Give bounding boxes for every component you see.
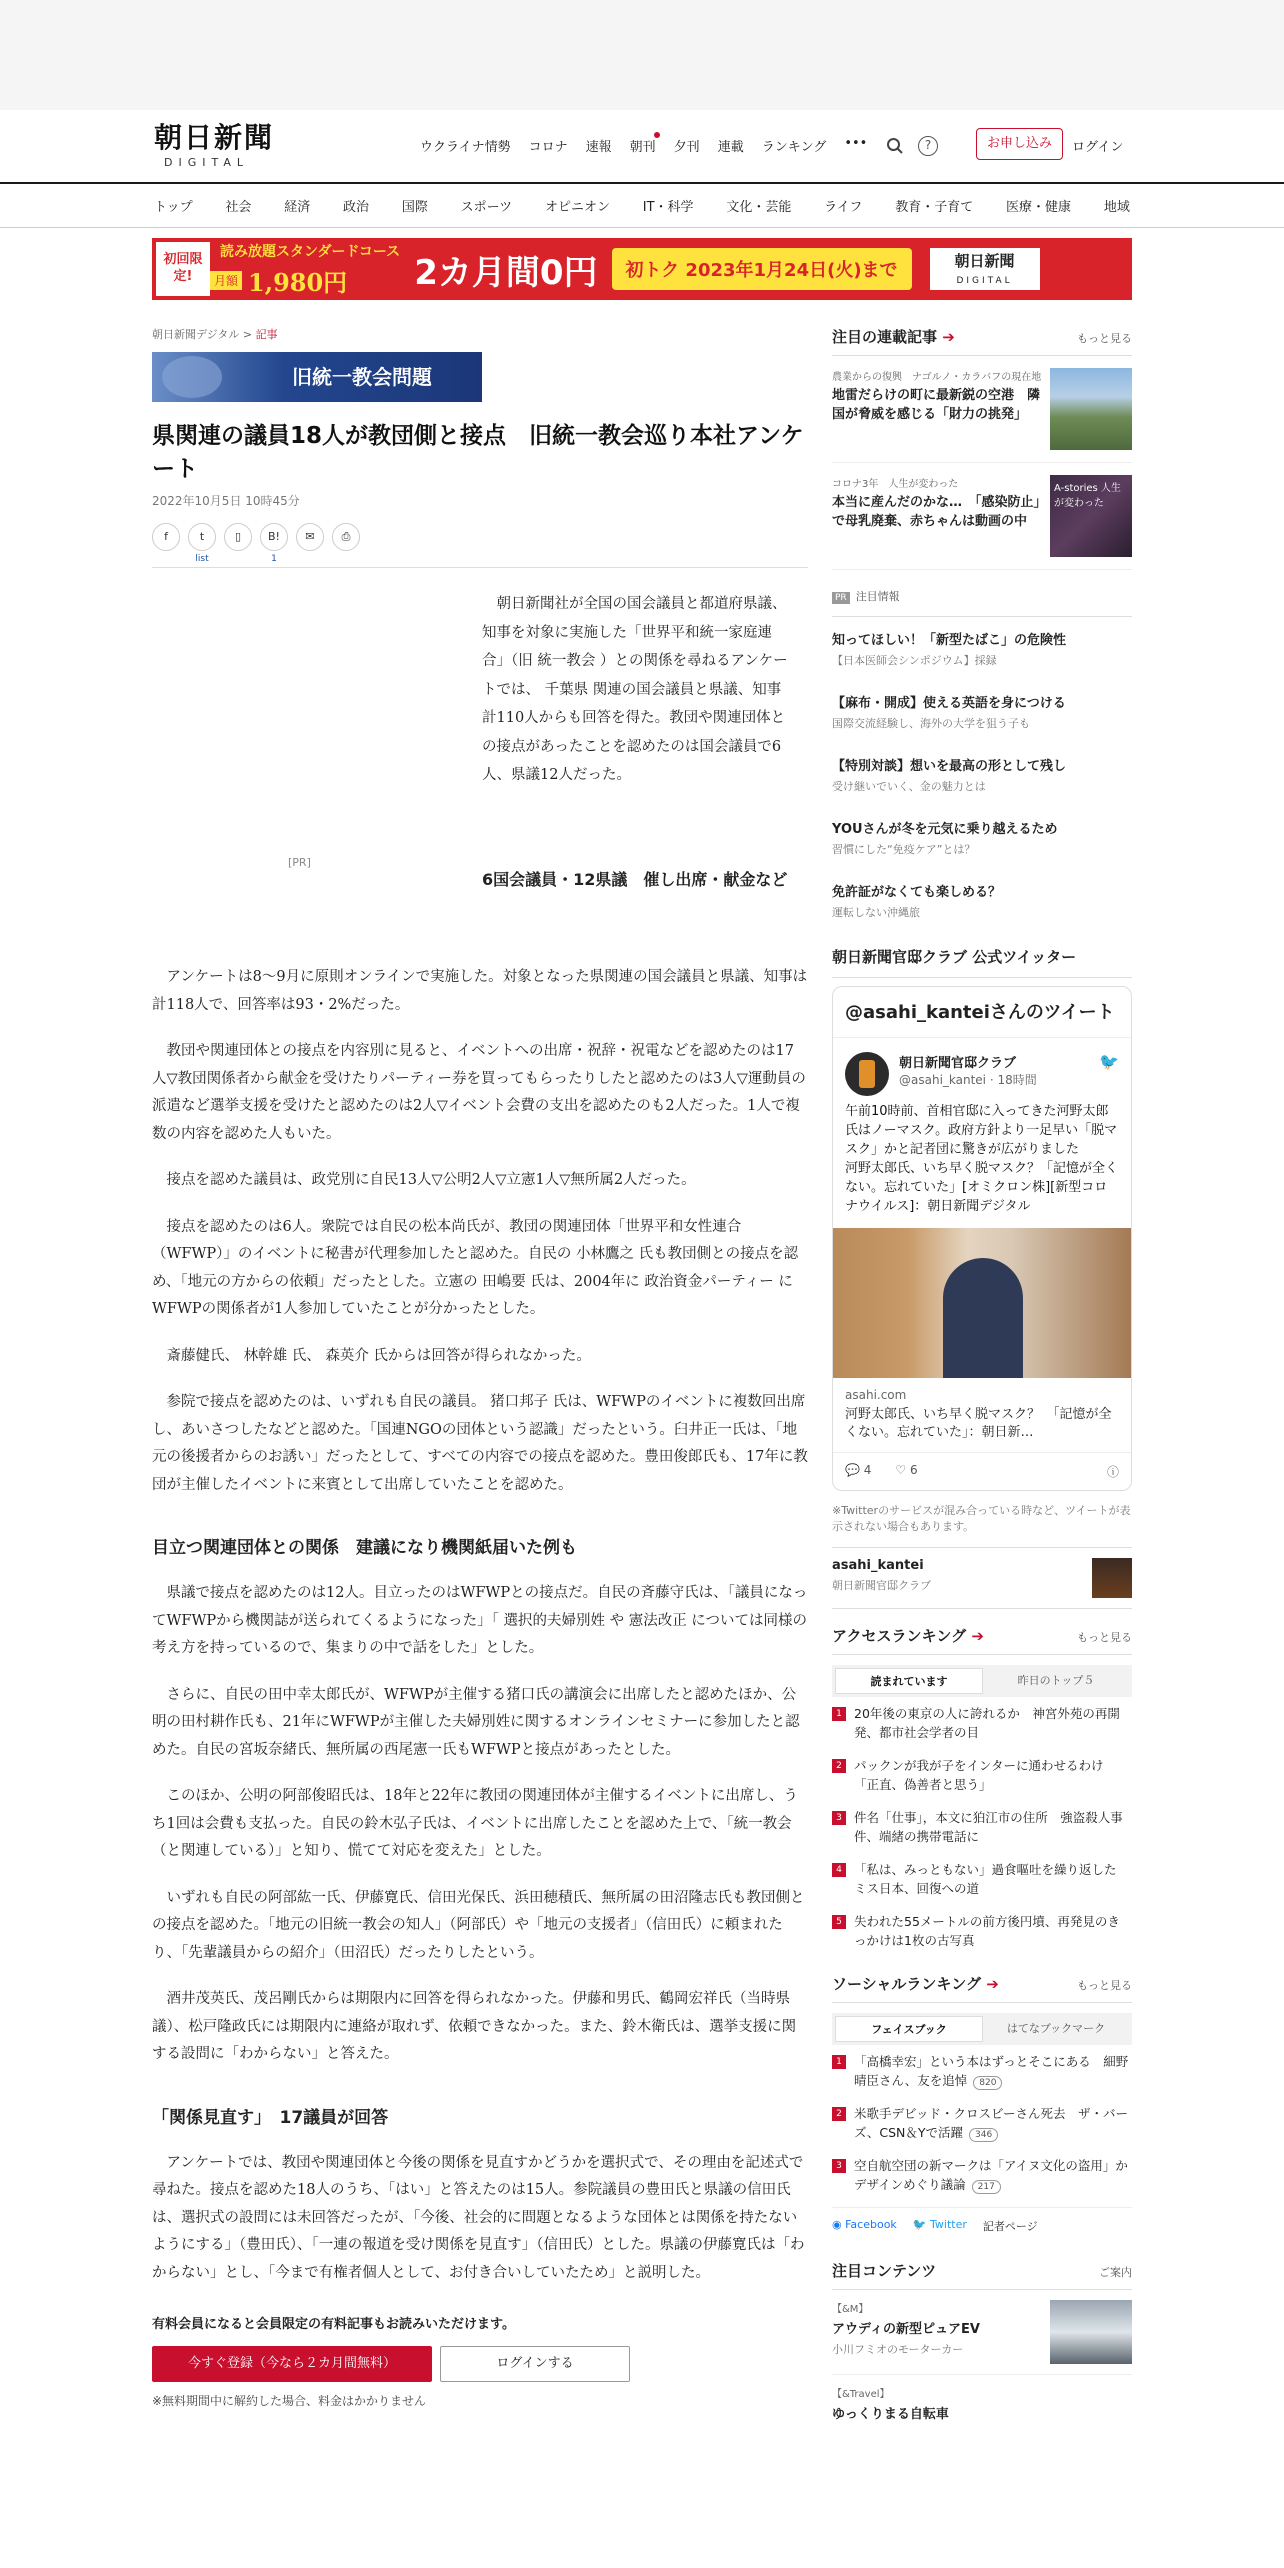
month-label: 月額 <box>210 271 242 290</box>
site-logo[interactable]: 朝日新聞 DIGITAL <box>154 121 275 169</box>
breadcrumb-home[interactable]: 朝日新聞デジタル <box>152 328 240 341</box>
tweet-card-domain: asahi.com <box>845 1388 907 1402</box>
mail-icon[interactable]: ✉ <box>296 523 324 551</box>
cat-region[interactable]: 地域 <box>1103 200 1130 215</box>
tweet-card-title[interactable]: 河野太郎氏、いち早く脱マスク？ 「記憶が全くない。忘れていた」：朝日新… <box>845 1407 1112 1440</box>
social-ranking-title[interactable]: ソーシャルランキング ➔ <box>832 1975 999 1993</box>
serial-item[interactable]: 農業からの復興 ナゴルノ・カラバフの現在地 地雷だらけの町に最新鋭の空港 隣国が脅威を感じる「財力の挑発」 <box>832 356 1132 463</box>
ranking-item[interactable]: 2 パックンが我が子をインターに通わせるわけ 「正直、偽善者と思う」 <box>832 1749 1132 1801</box>
featured-thumbnail <box>1050 2300 1132 2364</box>
body-paragraph: さらに、自民の田中幸太郎氏が、WFWPが主催する猪口氏の講演会に出席したと認めたほか、公明の田村耕作氏も、21年にWFWPが主催した夫婦別姓に関するオンラインセミナーに参加したと認めた。自民の宮坂奈緒氏、無所属の西尾憲一氏もWFWPと接点があったとした。 <box>152 1686 800 1758</box>
twitter-list-link[interactable]: list <box>195 554 209 564</box>
nav-ranking[interactable]: ランキング <box>761 140 827 155</box>
tweet-text: 午前10時前、首相官邸に入ってきた河野太郎氏はノーマスク。政府方針より一足早い「脱マスク」かと記者団に驚きが広がりました 河野太郎氏、いち早く脱マスク？「記憶が全くない。忘れていた」[オミクロン株][新型コロナウイルス]：朝日新聞デジタル <box>845 1104 1119 1214</box>
promo-headline: 2カ月間0円 <box>414 252 598 293</box>
paywall-login-button[interactable]: ログインする <box>440 2346 630 2382</box>
pr-section-title: PR 注目情報 <box>832 588 1132 617</box>
promo-banner[interactable] <box>152 238 1132 300</box>
facebook-link[interactable]: ◉ Facebook <box>832 2218 897 2231</box>
bookmark-icon[interactable]: ▯ <box>224 523 252 551</box>
body-paragraph: いずれも自民の阿部紘一氏、伊藤寛氏、信田光保氏、浜田穂積氏、無所属の田沼隆志氏も教団側との接点を認めた。「地元の旧統一教会の知人」（阿部氏）や「地元の支援者」（信田氏）に頼まれたり、「先輩議員からの紹介」（田沼氏）だったりしたという。 <box>152 1889 805 1961</box>
print-icon[interactable]: ⎙ <box>332 523 360 551</box>
body-paragraph: 接点を認めた議員は、政党別に自民13人▽公明2人▽立憲1人▽無所属2人だった。 <box>166 1172 696 1188</box>
course-name: 読み放題スタンダードコース <box>220 243 401 260</box>
register-button[interactable]: 今すぐ登録（今なら２カ月間無料） <box>152 2346 432 2382</box>
article-title: 県関連の議員18人が教団側と接点 旧統一教会巡り本社アンケート <box>152 423 804 482</box>
body-paragraph: 酒井茂英氏、茂呂剛氏からは期限内に回答を得られなかった。伊藤和男氏、鶴岡宏祥氏（当時県議）、松戸隆政氏には期限内に連絡が取れず、依頼できなかった。また、鈴木衛氏は、選挙支援に関する設問に「わからない」と答えた。 <box>152 1991 797 2062</box>
cat-international[interactable]: 国際 <box>401 200 428 215</box>
featured-title: 注目コンテンツ <box>832 2262 937 2280</box>
featured-guide-link[interactable]: ご案内 <box>1099 2266 1132 2279</box>
kantei-account[interactable]: asahi_kantei 朝日新聞官邸クラブ <box>832 1548 1132 1609</box>
like-icon[interactable]: ♡ 6 <box>895 1463 918 1477</box>
body-paragraph: 斎藤健氏、 林幹雄 氏、 森英介 氏からは回答が得られなかった。 <box>166 1347 591 1364</box>
cat-opinion[interactable]: オピニオン <box>544 200 610 215</box>
cat-education[interactable]: 教育・子育て <box>895 200 974 215</box>
pr-item[interactable]: 知ってほしい！「新型たばこ」の危険性 【日本医師会シンポジウム】採録 <box>832 633 1067 667</box>
body-paragraph: 参院で接点を認めたのは、いずれも自民の議員。 猪口邦子 氏は、WFWPのイベントに複数回出席し、あいさつしたなどと認めた。「国連NGOの団体という認識」だったという。臼井正一氏は、「地元の後援者からのお誘い」だったとして、すべての内容での接点を認めた。豊田俊郎氏も、17年に教団が主催したイベントに来賓として出席していたことを認めた。 <box>152 1394 808 1493</box>
site-header <box>0 110 1284 184</box>
serial-thumbnail <box>1050 368 1132 450</box>
pr-item[interactable]: YOUさんが冬を元気に乗り越えるため 習慣にした“免疫ケア”とは？ <box>832 822 1058 856</box>
lead-section <box>152 584 808 964</box>
breadcrumb: 朝日新聞デジタル > 記事 <box>152 328 278 341</box>
arrow-right-icon: ➔ <box>971 1627 984 1645</box>
tweet-image[interactable] <box>833 1228 1131 1378</box>
section-heading: 「関係見直す」 17議員が回答 <box>152 2107 389 2128</box>
nav-corona[interactable]: コロナ <box>528 140 568 155</box>
cat-sports[interactable]: スポーツ <box>460 200 513 215</box>
cat-life[interactable]: ライフ <box>824 200 863 215</box>
body-paragraph: アンケートは8～9月に原則オンラインで実施した。対象となった県関連の国会議員と県議、知事は計118人で、回答率は93・2%だった。 <box>152 969 808 1013</box>
reply-icon[interactable]: 💬 4 <box>845 1463 872 1477</box>
cat-top[interactable]: トップ <box>154 200 193 215</box>
first-time-badge: 初回限定! <box>156 242 210 296</box>
lead-heading: 6国会議員・12県議 催し出席・献金など <box>482 870 788 889</box>
lead-paragraph: 朝日新聞社が全国の国会議員と都道府県議、知事を対象に実施した「世界平和統一家庭連合」（旧 統一教会 ）との関係を尋ねるアンケートでは、 千葉県 関連の国会議員と県議、知事計110人からも回答を得た。教団や関連団体との接点があったことを認めたのは国会議員で6人、県議12人だった。 <box>482 596 788 783</box>
category-nav <box>0 184 1284 228</box>
ranking-item[interactable]: 4 「私は、みっともない」過食嘔吐を繰り返した ミス日本、回復への道 <box>832 1853 1132 1905</box>
more-icon[interactable]: ••• <box>844 136 868 151</box>
serial-thumbnail: A-stories 人生が変わった <box>1050 475 1132 557</box>
paywall-message: 有料会員になると会員限定の有料記事もお読みいただけます。 <box>152 2317 515 2332</box>
tab-hatena[interactable]: はてなブックマーク <box>1006 2022 1106 2035</box>
ranking-item[interactable]: 3 件名「仕事」，本文に狛江市の住所 強盗殺人事件、端緒の携帯電話に <box>832 1801 1132 1853</box>
access-ranking-title[interactable]: アクセスランキング ➔ <box>832 1627 984 1645</box>
share-count-badge: 820 <box>973 2076 1002 2090</box>
avatar[interactable] <box>845 1052 889 1096</box>
pr-item[interactable]: 免許証がなくても楽しめる？ 運転しない沖縄旅 <box>832 885 1002 919</box>
twitter-bird-icon[interactable]: 🐦 <box>1099 1052 1119 1071</box>
nav-evening[interactable]: 夕刊 <box>673 140 700 155</box>
access-more-link[interactable]: もっと見る <box>1077 1631 1132 1644</box>
banner-logo: 朝日新聞 DIGITAL <box>930 248 1040 290</box>
body-paragraph: 教団や関連団体との接点を内容別に見ると、イベントへの出席・祝辞・祝電などを認めたのは17人▽教団関係者から献金を受けたりパーティー券を買ってもらったりしたと認めたのは3人▽運動員の派遣など選挙支援を受けたと認めたのは2人▽イベント会費の支出を認めたのも2人だった。1人で複数の内容を認めた人もいた。 <box>152 1043 806 1142</box>
tweet-author[interactable]: 朝日新聞官邸クラブ <box>899 1056 1017 1071</box>
arrow-right-icon: ➔ <box>942 328 955 346</box>
cat-economy[interactable]: 経済 <box>284 200 311 215</box>
pr-item[interactable]: 【麻布・開成】使える英語を身につける 国際交流経験し、海外の大学を狙う子も <box>832 696 1066 730</box>
price-label: 1,980円 <box>248 267 348 297</box>
twitter-note: ※Twitterのサービスが混み合っている時など、ツイートが表示されない場合もあります。 <box>832 1503 1132 1548</box>
body-paragraph: アンケートでは、教団や関連団体と今後の関係を見直すかどうかを選択式で、その理由を記述式で尋ねた。接点を認めた18人のうち、「はい」と答えたのは15人。参院議員の豊田氏と県議の信田氏は、選択式の設問には未回答だったが、「今後、社会的に問題となるような団体とは関係を持たないようにする」（豊田氏）、「一連の報道を受け関係を見直す」（信田氏）とした。県議の伊藤寛氏は「わからない」とし、「今まで有権者個人として、お付き合いしていたため」と説明した。 <box>152 2154 805 2281</box>
tab-yesterday-top5[interactable]: 昨日のトップ５ <box>1017 1674 1095 1687</box>
pr-item[interactable]: 【特別対談】想いを最高の形として残し 受け継いでいく、金の魅力とは <box>832 759 1067 793</box>
featured-content <box>832 2260 1132 2432</box>
hatena-bookmark-icon[interactable]: B! 1 <box>260 523 288 551</box>
nav-breaking[interactable]: 速報 <box>585 140 612 155</box>
login-link[interactable]: ログイン <box>1072 140 1124 155</box>
tab-facebook[interactable]: フェイスブック <box>835 2016 983 2042</box>
section-heading: 目立つ関連団体との関係 建議になり機関紙届いた例も <box>152 1538 577 1558</box>
new-dot-icon <box>654 132 660 138</box>
hatena-count[interactable]: 1 <box>271 554 277 564</box>
cat-culture[interactable]: 文化・芸能 <box>726 200 792 215</box>
nav-serial[interactable]: 連載 <box>717 140 744 155</box>
share-count-badge: 346 <box>969 2128 998 2142</box>
tweet-handle: @asahi_kantei · 18時間 <box>899 1073 1037 1087</box>
access-ranking <box>832 1625 1132 1957</box>
ranking-item[interactable]: 1 20年後の東京の人に誇れるか 神宮外苑の再開発、都市社会学者の目 <box>832 1697 1132 1749</box>
twitter-embed-header[interactable]: @asahi_kanteiさんのツイート <box>833 1001 1131 1038</box>
share-bar <box>152 523 808 568</box>
signup-button[interactable]: お申し込み <box>976 128 1063 160</box>
paywall-note: ※無料期間中に解約した場合、料金はかかりません <box>152 2394 427 2408</box>
article-date: 2022年10月5日 10時45分 <box>152 494 300 508</box>
top-ad-space <box>0 0 1284 110</box>
share-count-badge: 217 <box>972 2180 1001 2194</box>
facebook-share-icon[interactable]: f <box>152 523 180 551</box>
featured-item[interactable]: 【&Travel】 ゆっくりまる自転車 <box>832 2389 949 2422</box>
kantei-avatar <box>1092 1558 1132 1598</box>
ranking-item[interactable]: 5 失われた55メートルの前方後円墳、再発見のきっかけは1枚の古写真 <box>832 1905 1132 1957</box>
cat-politics[interactable]: 政治 <box>343 200 370 215</box>
ranking-item[interactable]: 3 空自航空団の新マークは「アイヌ文化の盗用」か デザインめぐり議論 217 <box>832 2149 1132 2201</box>
help-icon[interactable]: ? <box>918 136 938 156</box>
nav-morning[interactable]: 朝刊 <box>630 136 656 155</box>
serial-item[interactable]: コロナ3年 人生が変わった 本当に産んだのかな… 「感染防止」で母乳廃棄、赤ちゃんは動画の中 A-stories 人生が変わった <box>832 463 1132 570</box>
social-ranking <box>832 1973 1141 2244</box>
body-paragraph: 接点を認めたのは6人。衆院では自民の松本尚氏が、教団の関連団体「世界平和女性連合（WFWP）」のイベントに秘書が代理参加したと認めた。自民の 小林鷹之 氏も教団側との接点を認め、「地元の方からの依頼」だったとした。立憲の 田嶋要 氏は、2004年に 政治資金パーティー にWFWPの関係者が1人参加していたことが分かったとした。 <box>152 1218 799 1317</box>
sidebar <box>832 326 1141 2432</box>
twitter-link[interactable]: 🐦 Twitter <box>912 2218 967 2231</box>
info-icon[interactable]: ⓘ <box>1106 1465 1119 1479</box>
reporter-page-link[interactable]: 記者ページ <box>982 2220 1038 2233</box>
cat-health[interactable]: 医療・健康 <box>1006 200 1072 215</box>
twitter-embed[interactable] <box>832 986 1132 1491</box>
serial-section-title[interactable]: 注目の連載記事 ➔ <box>832 328 955 346</box>
twitter-share-icon[interactable]: t list <box>188 523 216 551</box>
tab-most-read[interactable]: 読まれています <box>835 1668 983 1694</box>
cat-society[interactable]: 社会 <box>225 200 252 215</box>
serial-more-link[interactable]: もっと見る <box>1077 332 1132 345</box>
body-paragraph: このほか、公明の阿部俊昭氏は、18年と22年に教団の関連団体が主催するイベントに出席し、うち1回は会費も支払った。自民の鈴木弘子氏は、イベントに出席したことを認めた上で、「統一教会（と関連している）」と知り、慌てて対応を変えた」とした。 <box>152 1788 798 1859</box>
pr-label: [PR] <box>288 856 311 869</box>
arrow-right-icon: ➔ <box>986 1975 999 1993</box>
promo-deadline: 初トク 2023年1月24日(火)まで <box>612 248 912 290</box>
search-icon[interactable] <box>886 137 904 155</box>
cat-it-science[interactable]: IT・科学 <box>642 200 694 215</box>
social-more-link[interactable]: もっと見る <box>1077 1979 1132 1992</box>
body-paragraph: 県議で接点を認めたのは12人。目立ったのはWFWPとの接点だ。自民の斉藤守氏は、「議員になってWFWPから機関誌が送られてくるようになった」「 選択的夫婦別姓 や 憲法改正 については同様の考え方を持っているので、集まりの中で話をした」とした。 <box>152 1585 808 1656</box>
article-main <box>152 326 808 2409</box>
ranking-item[interactable]: 1 「高橋幸宏」という本はずっとそこにある 細野晴臣さん、友を追悼 820 <box>832 2045 1132 2097</box>
breadcrumb-current[interactable]: 記事 <box>255 328 278 341</box>
top-nav <box>420 136 867 155</box>
featured-item[interactable]: 【&M】 アウディの新型ピュアEV 小川フミオのモーターカー <box>832 2290 1132 2375</box>
twitter-section-title: 朝日新聞官邸クラブ 公式ツイッター <box>832 946 1132 978</box>
topic-tag-banner[interactable]: 旧統一教会問題 <box>152 352 482 402</box>
ranking-item[interactable]: 2 米歌手デビッド・クロスビーさん死去 ザ・バーズ、CSN＆Yで活躍 346 <box>832 2097 1132 2149</box>
nav-ukraine[interactable]: ウクライナ情勢 <box>420 140 511 155</box>
